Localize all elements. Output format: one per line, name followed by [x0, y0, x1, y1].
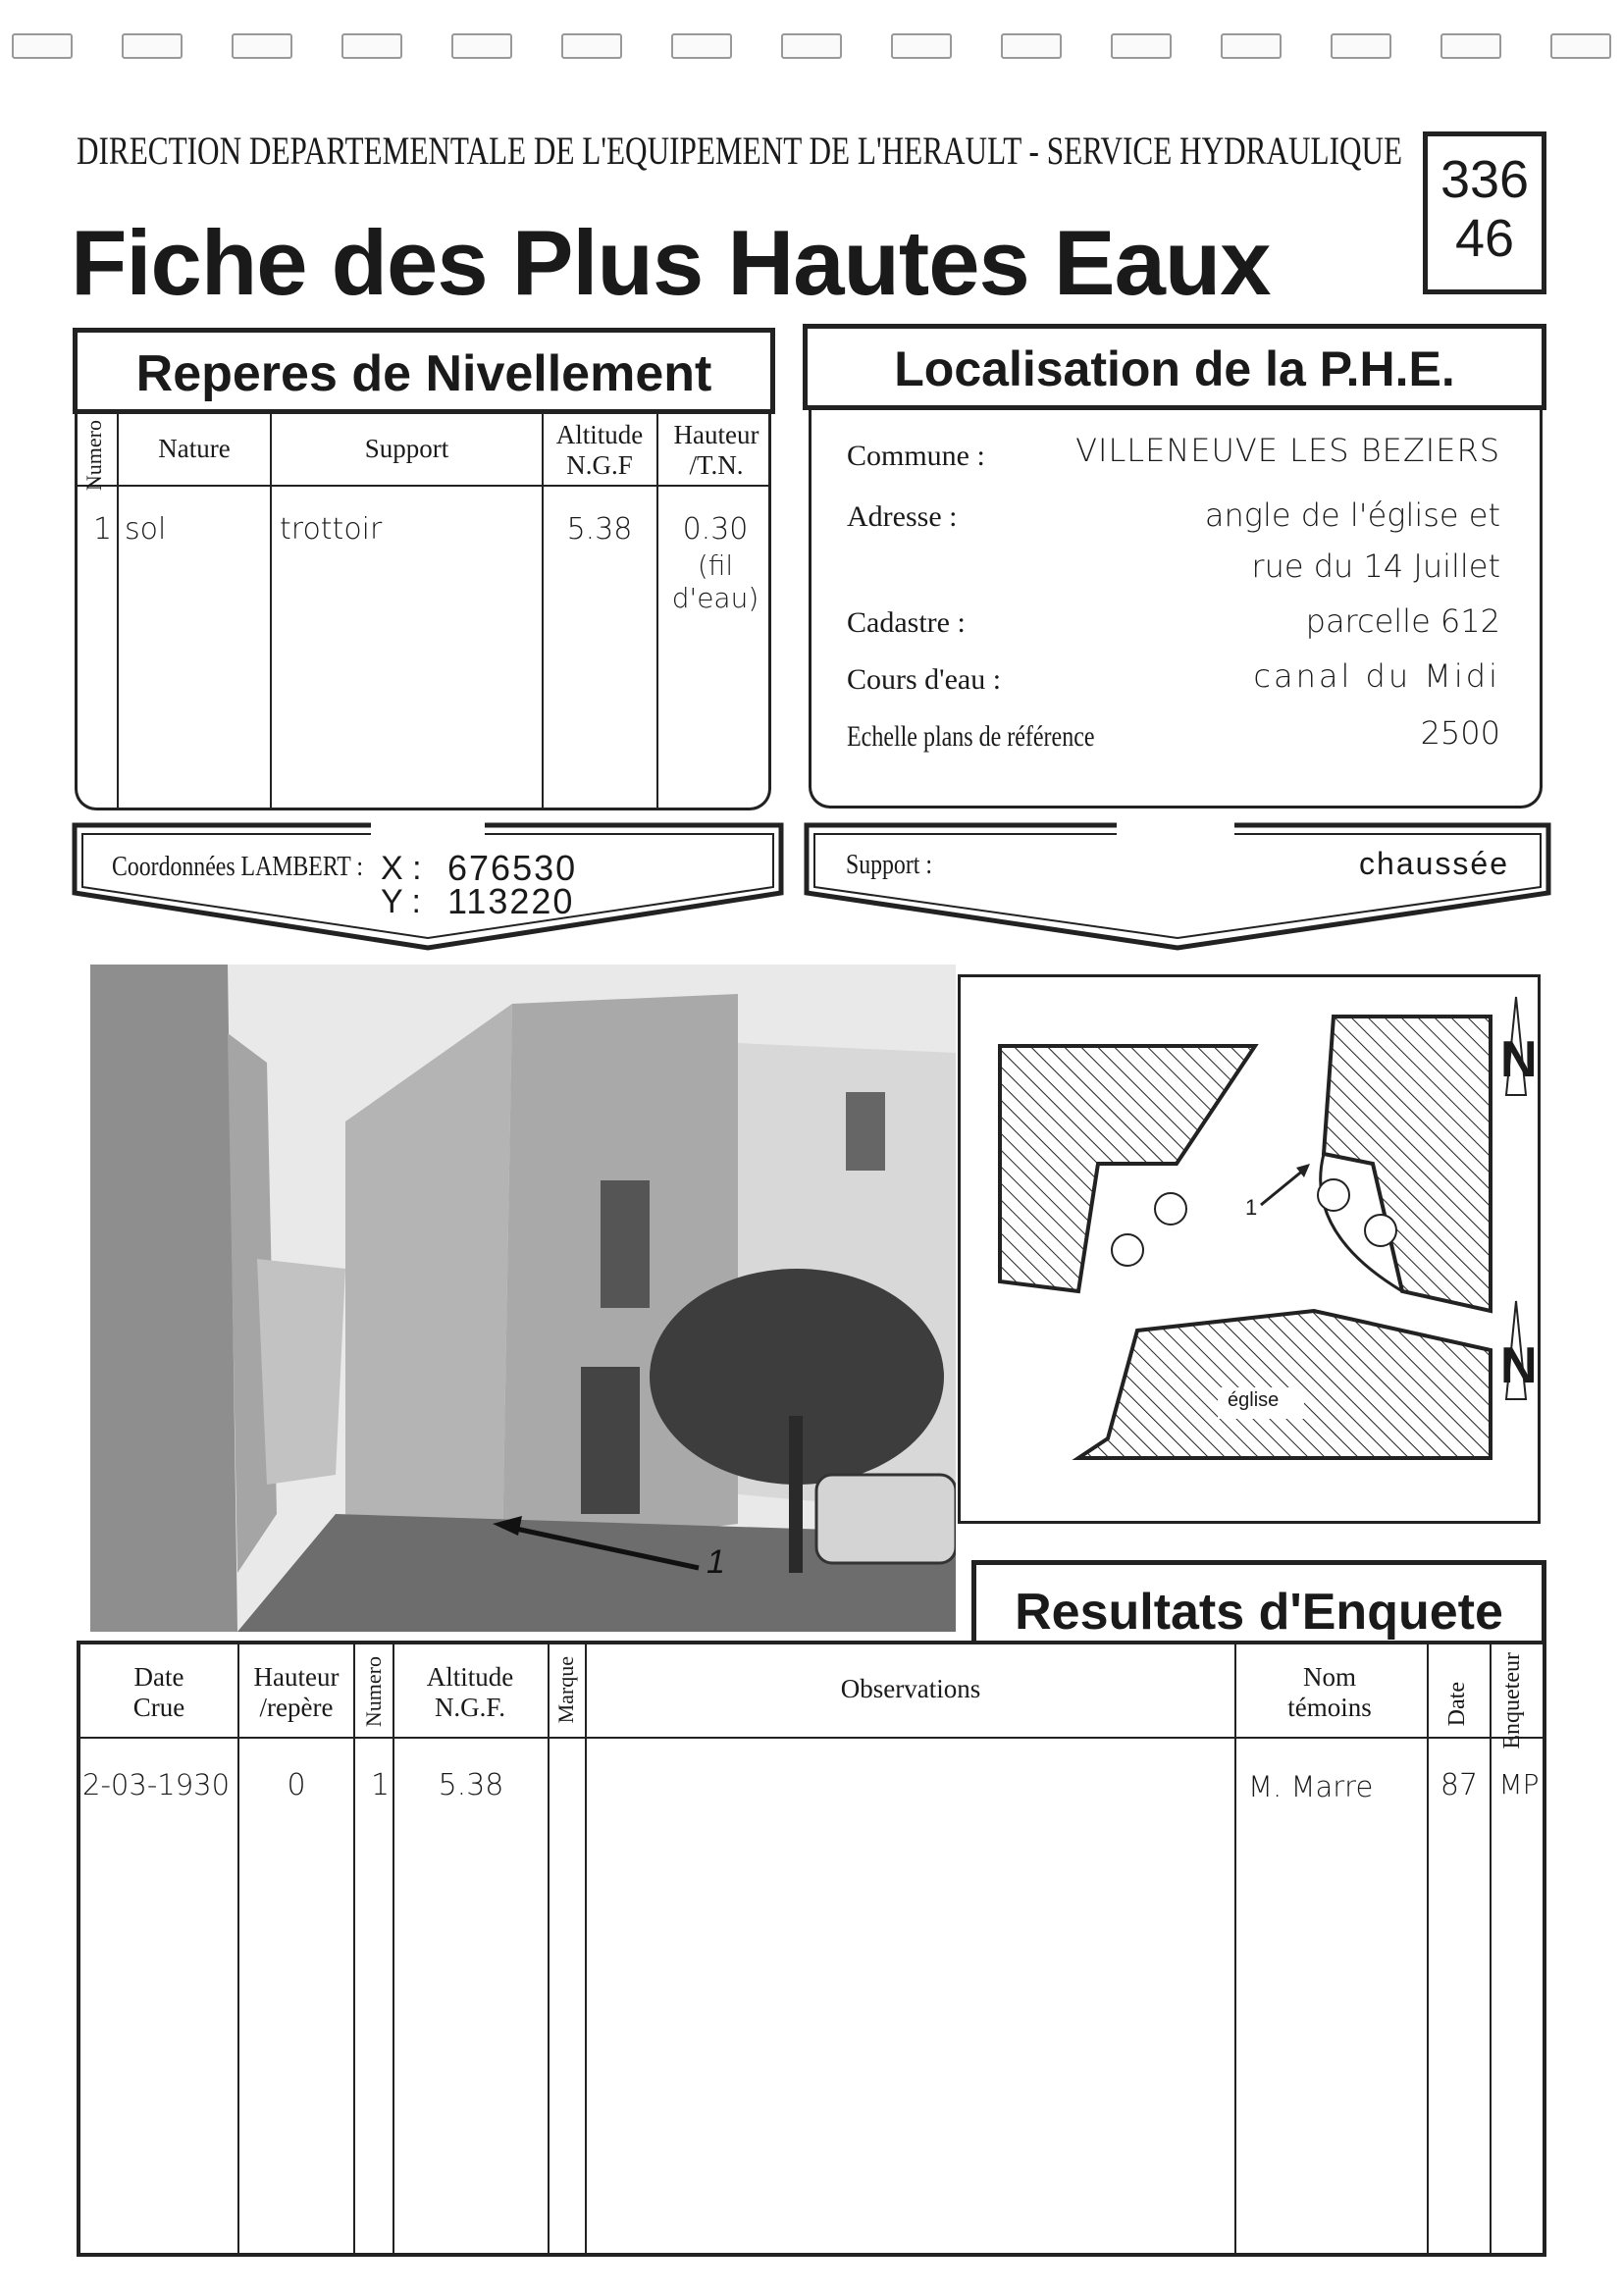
- resultats-table: [77, 1641, 1546, 2257]
- adresse-label: Adresse :: [847, 500, 958, 533]
- echelle-label: Echelle plans de référence: [847, 720, 1095, 753]
- res-date: 87: [1440, 1768, 1479, 1802]
- header-support: Support: [364, 434, 449, 463]
- res-nom: M. Marre: [1248, 1770, 1374, 1803]
- header-altitude: Altitude N.G.F: [555, 420, 644, 480]
- cadastre-label: Cadastre :: [847, 606, 966, 639]
- res-hauteur: 0: [287, 1768, 306, 1802]
- header-hauteur-repere: Hauteur /repère: [253, 1662, 340, 1722]
- street-scene-illustration: [90, 965, 956, 1632]
- res-date-crue: 2-03-1930: [82, 1768, 231, 1801]
- header-observations: Observations: [840, 1674, 981, 1703]
- lambert-label: Coordonnées LAMBERT :: [112, 852, 363, 882]
- north-arrow-2: N: [1500, 1337, 1538, 1394]
- commune-label: Commune :: [847, 440, 985, 472]
- adresse-line1: angle de l'église et: [1204, 496, 1500, 534]
- cours-label: Cours d'eau :: [847, 663, 1002, 696]
- page-title: Fiche des Plus Hautes Eaux: [71, 211, 1271, 314]
- reperes-title: Reperes de Nivellement: [135, 345, 712, 402]
- support-value: chaussée: [1359, 846, 1509, 881]
- row-nature: sol: [125, 512, 167, 547]
- row-hauteur: 0.30: [682, 512, 749, 547]
- header-res-altitude: Altitude N.G.F.: [426, 1662, 514, 1722]
- header-nom-temoins: Nom témoins: [1287, 1662, 1372, 1722]
- cours-value: canal du Midi: [1253, 657, 1500, 695]
- res-numero: 1: [371, 1768, 391, 1802]
- row-numero: 1: [93, 512, 113, 547]
- header-nature: Nature: [158, 434, 231, 463]
- photo-marker: 1: [707, 1543, 725, 1581]
- resultats-title-box: [971, 1560, 1546, 1644]
- support-label: Support :: [846, 850, 932, 880]
- header-date: Date: [1444, 1682, 1470, 1727]
- y-value: 113220: [447, 881, 575, 921]
- res-enqueteur: MP: [1498, 1768, 1540, 1800]
- church-label: église: [1228, 1389, 1280, 1411]
- echelle-value: 2500: [1420, 714, 1500, 752]
- reference-number-top: 336: [1440, 150, 1530, 209]
- support-arrow-frame: [801, 822, 1552, 956]
- resultats-title: Resultats d'Enquete: [1015, 1584, 1503, 1641]
- x-value: 676530: [447, 848, 578, 888]
- header-enqueteur: Enqueteur: [1499, 1652, 1525, 1749]
- adresse-line2: rue du 14 Juillet: [1251, 548, 1500, 585]
- map-drawing: [961, 977, 1538, 1521]
- header-marque: Marque: [553, 1656, 578, 1724]
- res-altitude: 5.38: [438, 1768, 504, 1802]
- map-marker: 1: [1245, 1195, 1258, 1220]
- x-label: X :: [381, 850, 422, 887]
- lambert-arrow-frame: [69, 822, 785, 956]
- localisation-title-box: [803, 324, 1546, 410]
- header-hauteur: Hauteur /T.N.: [673, 420, 759, 480]
- commune-value: VILLENEUVE LES BEZIERS: [1075, 432, 1500, 469]
- localisation-panel: [809, 410, 1543, 809]
- agency-header: DIRECTION DEPARTEMENTALE DE L'EQUIPEMENT DE L'HERAULT - SERVICE HYDRAULIQUE: [77, 129, 1403, 173]
- header-date-crue: Date Crue: [132, 1662, 185, 1722]
- row-support: trottoir: [280, 512, 383, 547]
- reperes-table: [75, 414, 771, 810]
- row-altitude: 5.38: [566, 512, 633, 547]
- header-numero: Numero: [81, 420, 106, 492]
- location-map: [958, 974, 1541, 1524]
- header-res-numero: Numero: [361, 1656, 386, 1728]
- cadastre-value: parcelle 612: [1305, 602, 1500, 640]
- reperes-title-box: [73, 328, 775, 414]
- row-hauteur-note: (fil d'eau): [671, 549, 759, 614]
- site-photo: [90, 965, 956, 1632]
- localisation-title: Localisation de la P.H.E.: [894, 341, 1455, 396]
- reference-number-bottom: 46: [1454, 209, 1515, 268]
- reference-box: [1423, 131, 1546, 294]
- north-arrow-1: N: [1500, 1031, 1538, 1088]
- y-label: Y :: [381, 883, 421, 920]
